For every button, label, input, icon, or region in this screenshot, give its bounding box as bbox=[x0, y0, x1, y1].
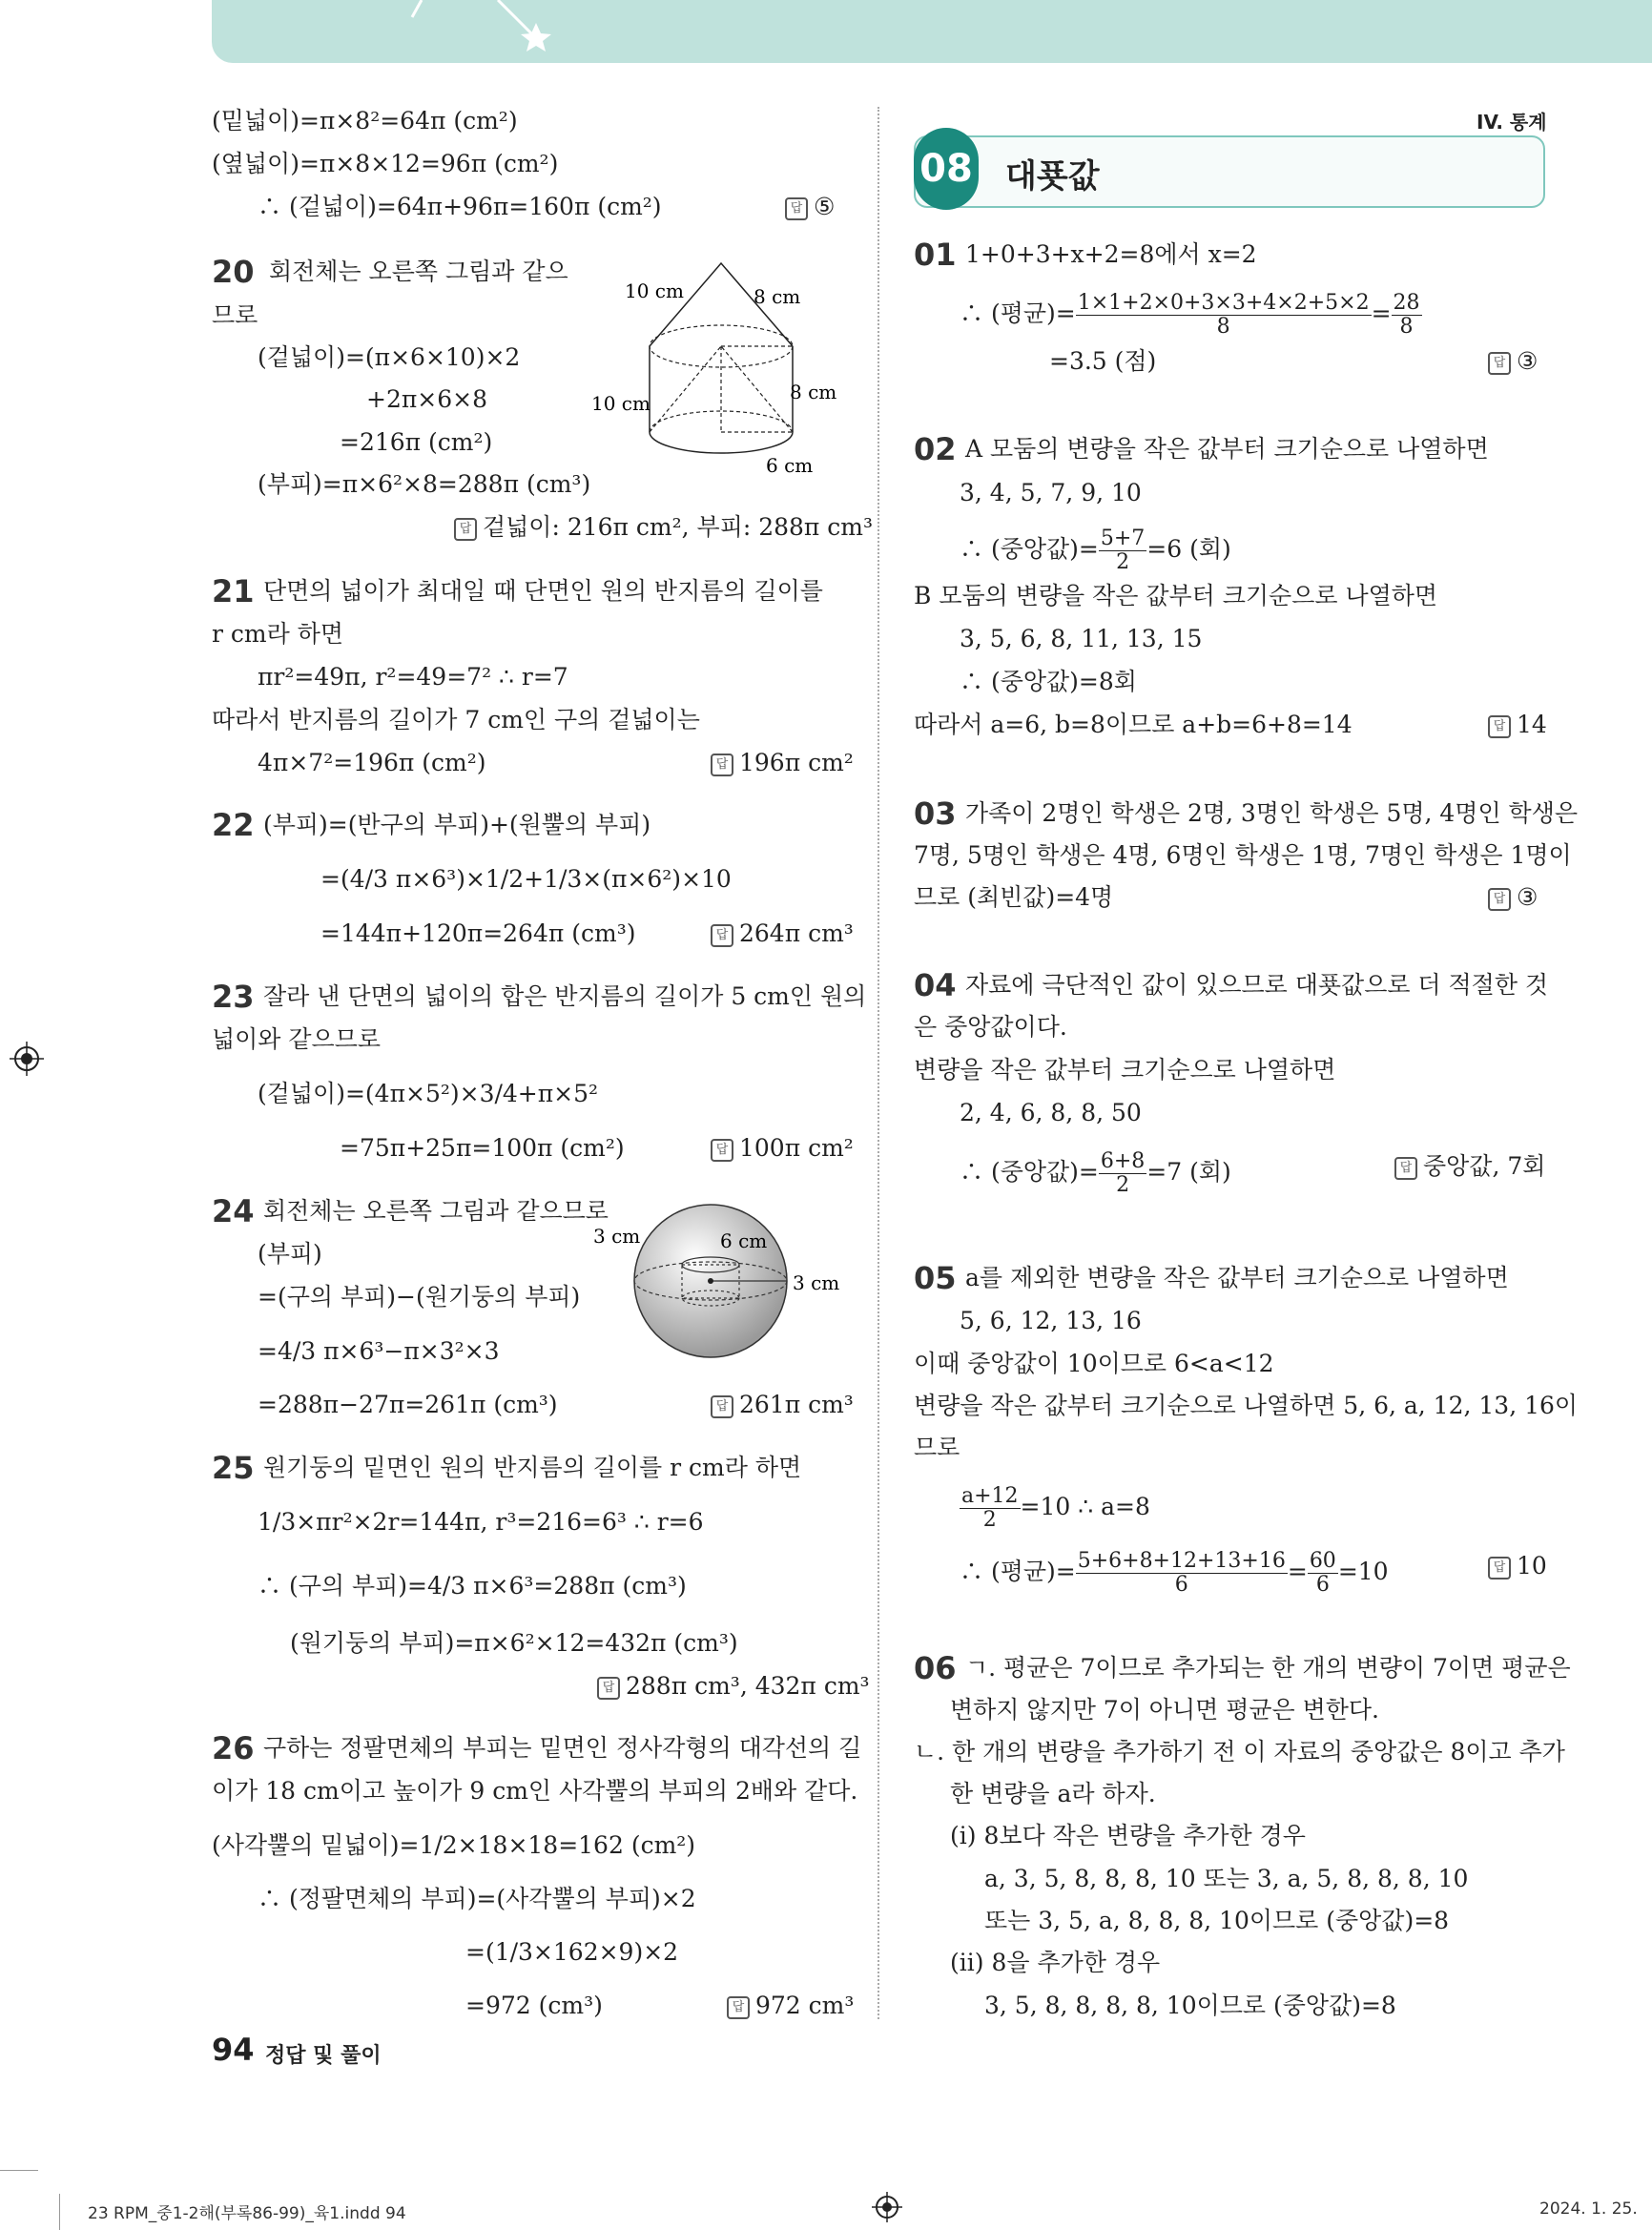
text-line: ㄱ. 평균은 7이므로 추가되는 한 개의 변량이 7이면 평균은 bbox=[965, 1654, 1571, 1682]
answer-icon: 답 bbox=[711, 754, 733, 776]
text-line: πr²=49π, r²=49=7² ∴ r=7 bbox=[258, 663, 568, 691]
fraction: $\frac{6+8}{2}$ bbox=[1100, 1149, 1146, 1197]
problem-number: 03 bbox=[914, 795, 957, 832]
text-line: 변량을 작은 값부터 크기순으로 나열하면 5, 6, a, 12, 13, 16이 bbox=[914, 1392, 1579, 1419]
problem-number: 02 bbox=[914, 431, 957, 467]
answer-label: 답 100π cm² bbox=[711, 1132, 854, 1165]
text-line: +2π×6×8 bbox=[366, 385, 487, 413]
problem-number: 22 bbox=[212, 807, 255, 843]
text-line: 따라서 a=6, b=8이므로 a+b=6+8=14 bbox=[914, 711, 1353, 738]
fraction: $\frac{a+12}{2}$ bbox=[961, 1484, 1019, 1532]
text-line: (옆넓이)=π×8×12=96π (cm²) bbox=[212, 150, 559, 177]
figure-label: 6 cm bbox=[720, 1229, 768, 1252]
text-line: =(구의 부피)−(원기둥의 부피) bbox=[258, 1283, 581, 1311]
footer-file: 23 RPM_중1-2해(부록86-99)_육1.indd 94 bbox=[88, 2204, 406, 2223]
text-line: 구하는 정팔면체의 부피는 밑면인 정사각형의 대각선의 길 bbox=[263, 1734, 862, 1762]
text-line: ㄴ. 한 개의 변량을 추가하기 전 이 자료의 중앙값은 8이고 추가 bbox=[914, 1738, 1565, 1765]
answer-icon: 답 bbox=[711, 1395, 733, 1418]
text-line: ∴ (평균)= $\frac{5+6+8+12+13+16}{6}$ = $\frac{60}{6}$ =10 bbox=[960, 1549, 1389, 1597]
top-banner bbox=[212, 0, 1652, 63]
answer-icon: 답 bbox=[727, 1996, 750, 2019]
text-line: $\frac{a+12}{2}$ =10 ∴ a=8 bbox=[961, 1484, 1150, 1532]
text-line: 은 중앙값이다. bbox=[914, 1013, 1067, 1041]
text-line: =75π+25π=100π (cm²) bbox=[340, 1134, 625, 1162]
text-line: a를 제외한 변량을 작은 값부터 크기순으로 나열하면 bbox=[965, 1264, 1509, 1291]
text-line: ∴ (중앙값)= $\frac{6+8}{2}$ =7 (회) bbox=[960, 1149, 1231, 1197]
figure-label: 10 cm bbox=[625, 279, 684, 302]
problem-number: 21 bbox=[212, 573, 255, 609]
problem-number: 05 bbox=[914, 1260, 957, 1296]
cone-cylinder-figure bbox=[582, 256, 858, 475]
text-line: a, 3, 5, 8, 8, 8, 10 또는 3, a, 5, 8, 8, 8, 10 bbox=[984, 1865, 1469, 1892]
text-line: 3, 5, 6, 8, 11, 13, 15 bbox=[960, 625, 1203, 652]
text-line: 3, 4, 5, 7, 9, 10 bbox=[960, 479, 1142, 506]
figure-label: 8 cm bbox=[754, 285, 801, 308]
text-line: (부피) bbox=[258, 1240, 322, 1268]
footer-date: 2024. 1. 25. bbox=[1539, 2199, 1638, 2219]
answer-icon: 답 bbox=[1488, 715, 1511, 738]
text-line: 1+0+3+x+2=8에서 x=2 bbox=[965, 240, 1257, 268]
text-line: =972 (cm³) bbox=[465, 1992, 603, 2019]
text-line: ∴ (중앙값)= $\frac{5+7}{2}$ =6 (회) bbox=[960, 527, 1231, 574]
figure-label: 3 cm bbox=[593, 1225, 641, 1248]
star-decoration-icon bbox=[383, 0, 631, 63]
text-line: 가족이 2명인 학생은 2명, 3명인 학생은 5명, 4명인 학생은 bbox=[965, 799, 1578, 827]
unit-label: IV. 통계 bbox=[1476, 111, 1547, 134]
text-line: 원기둥의 밑면인 원의 반지름의 길이를 r cm라 하면 bbox=[263, 1454, 802, 1481]
text-line: 7명, 5명인 학생은 4명, 6명인 학생은 1명, 7명인 학생은 1명이 bbox=[914, 841, 1572, 869]
text-line: =216π (cm²) bbox=[340, 428, 493, 456]
sphere-cylinder-figure bbox=[589, 1200, 866, 1362]
problem-number: 24 bbox=[212, 1193, 255, 1229]
problem-number: 04 bbox=[914, 967, 957, 1003]
text-line: ∴ (겉넓이)=64π+96π=160π (cm²) bbox=[258, 193, 662, 220]
text-line: 잘라 낸 단면의 넓이의 합은 반지름의 길이가 5 cm인 원의 bbox=[263, 982, 867, 1010]
text-line: (부피)=π×6²×8=288π (cm³) bbox=[258, 470, 591, 498]
text-line: (i) 8보다 작은 변량을 추가한 경우 bbox=[950, 1822, 1306, 1849]
answer-label: 답 10 bbox=[1488, 1550, 1547, 1582]
problem-number: 20 bbox=[212, 254, 255, 290]
answer-label: 답 ③ bbox=[1488, 345, 1538, 378]
figure-label: 3 cm bbox=[793, 1271, 840, 1294]
answer-label: 답 겉넓이: 216π cm², 부피: 288π cm³ bbox=[454, 511, 873, 544]
answer-icon: 답 bbox=[1488, 1557, 1511, 1580]
answer-icon: 답 bbox=[454, 518, 477, 541]
problem-number: 01 bbox=[914, 237, 957, 273]
text-line: 3, 5, 8, 8, 8, 8, 10이므로 (중앙값)=8 bbox=[984, 1992, 1396, 2019]
text-line: =(4/3 π×6³)×1/2+1/3×(π×6²)×10 bbox=[320, 865, 732, 893]
section-title: 대푯값 bbox=[1005, 157, 1100, 196]
problem-number: 06 bbox=[914, 1650, 957, 1686]
section-number: 08 bbox=[914, 128, 979, 210]
text-line: 회전체는 오른쪽 그림과 같으므로 bbox=[263, 1197, 609, 1225]
fraction: $\frac{5+6+8+12+13+16}{6}$ bbox=[1077, 1549, 1286, 1597]
text-line: 2, 4, 6, 8, 8, 50 bbox=[960, 1099, 1142, 1126]
answer-icon: 답 bbox=[1488, 888, 1511, 911]
text-line: r cm라 하면 bbox=[212, 620, 344, 648]
text-line: B 모둠의 변량을 작은 값부터 크기순으로 나열하면 bbox=[914, 582, 1438, 609]
fraction: $\frac{5+7}{2}$ bbox=[1100, 527, 1146, 574]
text-line: =4/3 π×6³−π×3²×3 bbox=[258, 1337, 500, 1365]
text-line: 자료에 극단적인 값이 있으므로 대푯값으로 더 적절한 것 bbox=[965, 971, 1549, 999]
text-line: 변량을 작은 값부터 크기순으로 나열하면 bbox=[914, 1056, 1336, 1084]
text-line: =3.5 (점) bbox=[1049, 347, 1157, 375]
text-line: 이때 중앙값이 10이므로 6<a<12 bbox=[914, 1350, 1274, 1377]
text-line: ∴ (중앙값)=8회 bbox=[960, 668, 1137, 695]
answer-icon: 답 bbox=[1394, 1157, 1417, 1180]
text-line: (ii) 8을 추가한 경우 bbox=[950, 1949, 1161, 1976]
answer-label: 답 261π cm³ bbox=[711, 1389, 854, 1421]
answer-label: 답 264π cm³ bbox=[711, 918, 854, 950]
crop-mark bbox=[0, 2170, 38, 2171]
answer-label: 답 14 bbox=[1488, 709, 1547, 741]
registration-mark-icon bbox=[8, 1040, 46, 1078]
text-line: ∴ (평균)= $\frac{1\times 1+2\times 0+3\times 3+4\times 2+5\times 2}{8}$ = $\frac{28}{8}$ bbox=[960, 291, 1420, 339]
text-line: =144π+120π=264π (cm³) bbox=[320, 919, 636, 947]
text-line: =288π−27π=261π (cm³) bbox=[258, 1391, 558, 1418]
text-line: A 모둠의 변량을 작은 값부터 크기순으로 나열하면 bbox=[965, 435, 1489, 463]
answer-icon: 답 bbox=[1488, 352, 1511, 375]
answer-icon: 답 bbox=[597, 1677, 620, 1700]
crop-mark bbox=[59, 2194, 60, 2230]
text-line: 4π×7²=196π (cm²) bbox=[258, 749, 486, 776]
text-line: 1/3×πr²×2r=144π, r³=216=6³ ∴ r=6 bbox=[258, 1508, 704, 1536]
problem-number: 26 bbox=[212, 1730, 255, 1766]
answer-icon: 답 bbox=[785, 197, 808, 220]
text-line: 므로 bbox=[212, 301, 258, 329]
answer-label: 답 288π cm³, 432π cm³ bbox=[597, 1670, 870, 1703]
problem-number: 25 bbox=[212, 1450, 255, 1486]
figure-label: 6 cm bbox=[766, 454, 814, 475]
figure-label: 8 cm bbox=[790, 381, 837, 403]
text-line: (겉넓이)=(4π×5²)×3/4+π×5² bbox=[258, 1080, 599, 1107]
text-line: (밑넓이)=π×8²=64π (cm²) bbox=[212, 107, 518, 134]
fraction: $\frac{1\times 1+2\times 0+3\times 3+4\times 2+5\times 2}{8}$ bbox=[1077, 291, 1370, 339]
registration-mark-icon bbox=[870, 2190, 904, 2224]
answer-label: 답 ⑤ bbox=[785, 191, 835, 223]
text-line: 단면의 넓이가 최대일 때 단면인 원의 반지름의 길이를 bbox=[263, 577, 823, 605]
answer-label: 답 196π cm² bbox=[711, 747, 854, 779]
answer-label: 답 중앙값, 7회 bbox=[1394, 1150, 1545, 1183]
answer-label: 답 ③ bbox=[1488, 881, 1538, 914]
text-line: 므로 (최빈값)=4명 bbox=[914, 883, 1114, 911]
text-line: (겉넓이)=(π×6×10)×2 bbox=[258, 343, 521, 371]
fraction: $\frac{28}{8}$ bbox=[1393, 291, 1420, 339]
column-divider bbox=[878, 107, 879, 2019]
text-line: 따라서 반지름의 길이가 7 cm인 구의 겉넓이는 bbox=[212, 706, 700, 733]
problem-number: 23 bbox=[212, 979, 255, 1015]
answer-label: 답 972 cm³ bbox=[727, 1990, 854, 2022]
fraction: $\frac{60}{6}$ bbox=[1309, 1549, 1336, 1597]
text-line: ∴ (구의 부피)=4/3 π×6³=288π (cm³) bbox=[258, 1572, 687, 1600]
page-label: 정답 및 풀이 bbox=[265, 2044, 382, 2068]
answer-icon: 답 bbox=[711, 1139, 733, 1162]
text-line: 므로 bbox=[914, 1434, 960, 1461]
text-line: 변하지 않지만 7이 아니면 평균은 변한다. bbox=[950, 1696, 1379, 1724]
text-line: (부피)=(반구의 부피)+(원뿔의 부피) bbox=[263, 811, 651, 838]
text-line: (원기둥의 부피)=π×6²×12=432π (cm³) bbox=[290, 1629, 738, 1657]
text-line: 또는 3, 5, a, 8, 8, 8, 10이므로 (중앙값)=8 bbox=[984, 1907, 1450, 1934]
text-line: =(1/3×162×9)×2 bbox=[465, 1938, 679, 1966]
page-number: 94 bbox=[212, 2032, 255, 2068]
figure-label: 10 cm bbox=[591, 392, 650, 415]
text-line: 넓이와 같으므로 bbox=[212, 1025, 381, 1053]
text-line: (사각뿔의 밑넓이)=1/2×18×18=162 (cm²) bbox=[212, 1831, 696, 1859]
text-line: 회전체는 오른쪽 그림과 같으 bbox=[269, 258, 568, 285]
text-line: ∴ (정팔면체의 부피)=(사각뿔의 부피)×2 bbox=[258, 1885, 696, 1912]
text-line: 5, 6, 12, 13, 16 bbox=[960, 1307, 1142, 1334]
text-line: 한 변량을 a라 하자. bbox=[950, 1780, 1156, 1807]
text-line: 이가 18 cm이고 높이가 9 cm인 사각뿔의 부피의 2배와 같다. bbox=[212, 1777, 858, 1805]
answer-icon: 답 bbox=[711, 924, 733, 947]
